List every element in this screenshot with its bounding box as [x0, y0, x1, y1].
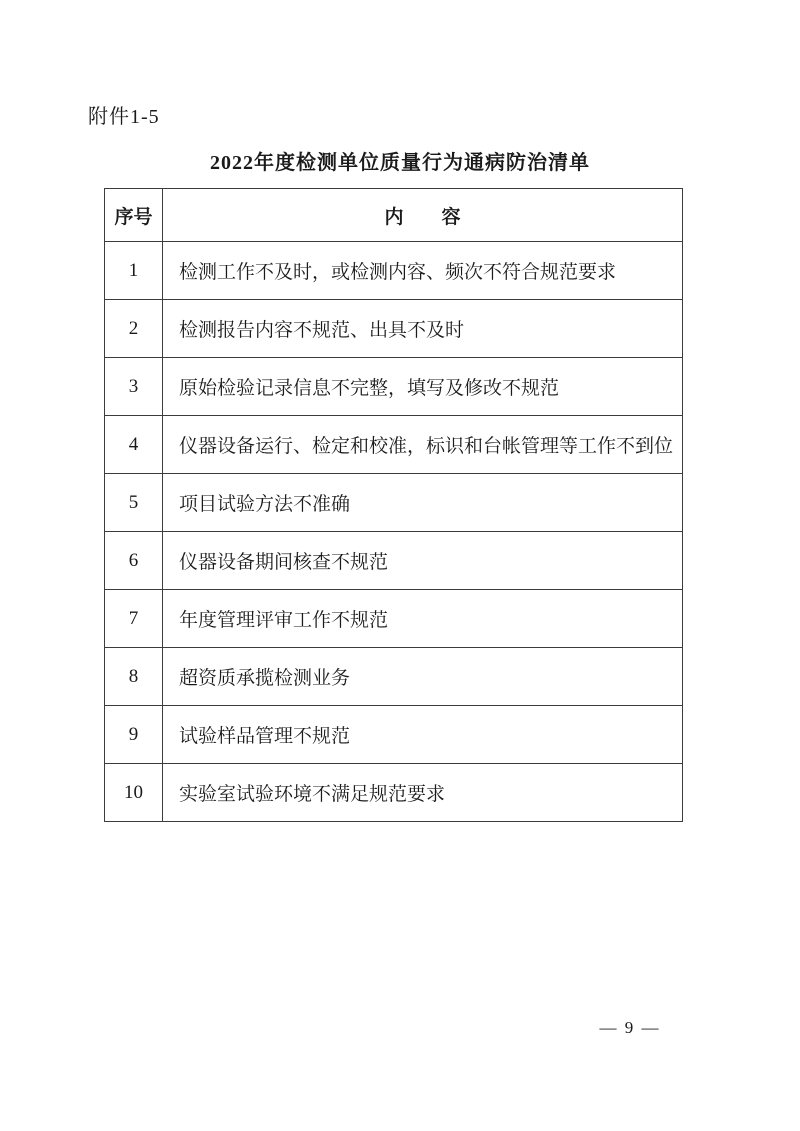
- table-row: [105, 764, 683, 822]
- row-content: 仪器设备期间核查不规范: [163, 532, 683, 590]
- header-content: 内 容: [163, 189, 683, 242]
- row-number: 3: [105, 358, 163, 416]
- attachment-label: 附件1-5: [88, 106, 160, 128]
- row-content: 超资质承揽检测业务: [163, 648, 683, 706]
- row-content: 原始检验记录信息不完整，填写及修改不规范: [163, 358, 683, 416]
- row-content: 实验室试验环境不满足规范要求: [163, 764, 683, 822]
- table-row: [105, 706, 683, 764]
- table-row: [105, 242, 683, 300]
- row-number: 2: [105, 300, 163, 358]
- row-content: 项目试验方法不准确: [163, 474, 683, 532]
- table-header-row: [105, 189, 683, 242]
- row-content: 仪器设备运行、检定和校准，标识和台帐管理等工作不到位: [163, 416, 683, 474]
- header-serial-number: 序号: [105, 189, 163, 242]
- row-number: 1: [105, 242, 163, 300]
- row-content: 年度管理评审工作不规范: [163, 590, 683, 648]
- table-row: [105, 300, 683, 358]
- row-number: 10: [105, 764, 163, 822]
- row-content: 检测工作不及时，或检测内容、频次不符合规范要求: [163, 242, 683, 300]
- page-title: 2022年度检测单位质量行为通病防治清单: [210, 152, 590, 174]
- row-number: 4: [105, 416, 163, 474]
- table-row: [105, 590, 683, 648]
- row-content: 试验样品管理不规范: [163, 706, 683, 764]
- defect-list-table: [104, 188, 683, 822]
- row-number: 7: [105, 590, 163, 648]
- page-number: — 9 —: [599, 1018, 661, 1037]
- row-content: 检测报告内容不规范、出具不及时: [163, 300, 683, 358]
- table-row: [105, 474, 683, 532]
- table-row: [105, 532, 683, 590]
- row-number: 9: [105, 706, 163, 764]
- table-row: [105, 358, 683, 416]
- row-number: 5: [105, 474, 163, 532]
- table-row: [105, 648, 683, 706]
- row-number: 8: [105, 648, 163, 706]
- table-row: [105, 416, 683, 474]
- row-number: 6: [105, 532, 163, 590]
